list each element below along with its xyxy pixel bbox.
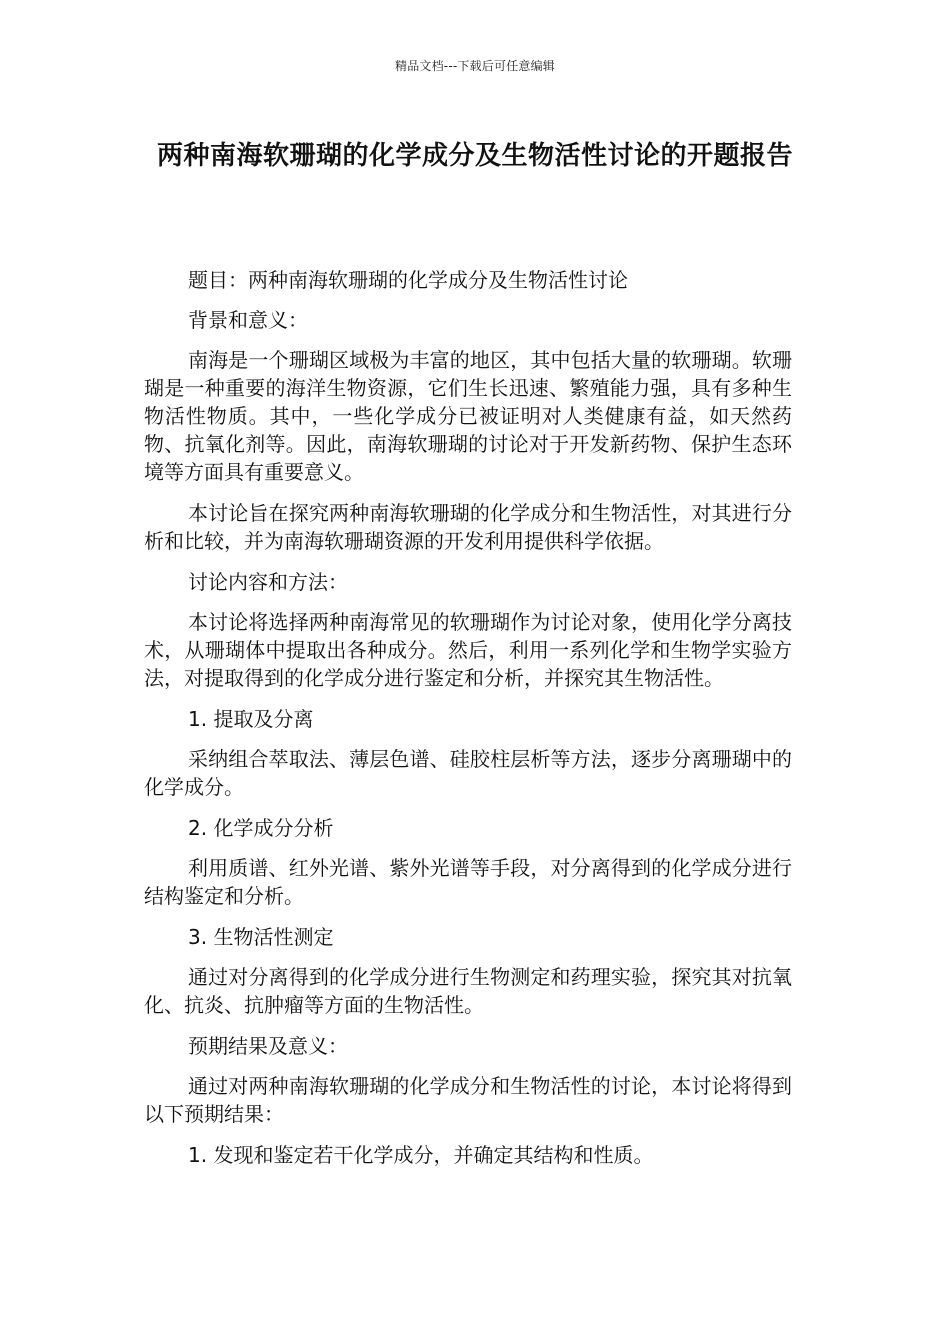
topic-line: 题目：两种南海软珊瑚的化学成分及生物活性讨论	[188, 268, 628, 292]
paragraph-analysis: 利用质谱、红外光谱、紫外光谱等手段，对分离得到的化学成分进行结构鉴定和分析。	[144, 856, 792, 908]
list-item-bioactivity: 3. 生物活性测定	[188, 925, 334, 949]
header-note: 精品文档---下载后可任意编辑	[395, 59, 555, 73]
paragraph-expected-results: 通过对两种南海软珊瑚的化学成分和生物活性的讨论，本讨论将得到以下预期结果：	[144, 1074, 792, 1126]
document-title: 两种南海软珊瑚的化学成分及生物活性讨论的开题报告	[156, 141, 793, 171]
list-item-extraction: 1. 提取及分离	[188, 707, 314, 731]
paragraph-bioactivity: 通过对分离得到的化学成分进行生物测定和药理实验，探究其对抗氧化、抗炎、抗肿瘤等方面的生物活性。	[144, 965, 792, 1017]
list-item-result-1: 1. 发现和鉴定若干化学成分，并确定其结构和性质。	[188, 1143, 654, 1167]
paragraph-extraction: 采纳组合萃取法、薄层色谱、硅胶柱层析等方法，逐步分离珊瑚中的化学成分。	[144, 747, 792, 799]
section-heading-background: 背景和意义：	[188, 308, 308, 332]
paragraph-background: 南海是一个珊瑚区域极为丰富的地区，其中包括大量的软珊瑚。软珊瑚是一种重要的海洋生物资源，它们生长迅速、繁殖能力强，具有多种生物活性物质。其中，一些化学成分已被证明对人类健康有益，如天然药物、抗氧化剂等。因此，南海软珊瑚的讨论对于开发新药物、保护生态环境等方面具有重要意义。	[144, 348, 792, 484]
paragraph-methods: 本讨论将选择两种南海常见的软珊瑚作为讨论对象，使用化学分离技术，从珊瑚体中提取出各种成分。然后，利用一系列化学和生物学实验方法，对提取得到的化学成分进行鉴定和分析，并探究其生物活性。	[144, 610, 792, 690]
section-heading-methods: 讨论内容和方法：	[188, 570, 348, 594]
list-item-analysis: 2. 化学成分分析	[188, 816, 334, 840]
paragraph-aim: 本讨论旨在探究两种南海软珊瑚的化学成分和生物活性，对其进行分析和比较，并为南海软珊瑚资源的开发利用提供科学依据。	[144, 501, 792, 553]
document-body	[144, 266, 792, 1181]
section-heading-expected-results: 预期结果及意义：	[188, 1034, 348, 1058]
